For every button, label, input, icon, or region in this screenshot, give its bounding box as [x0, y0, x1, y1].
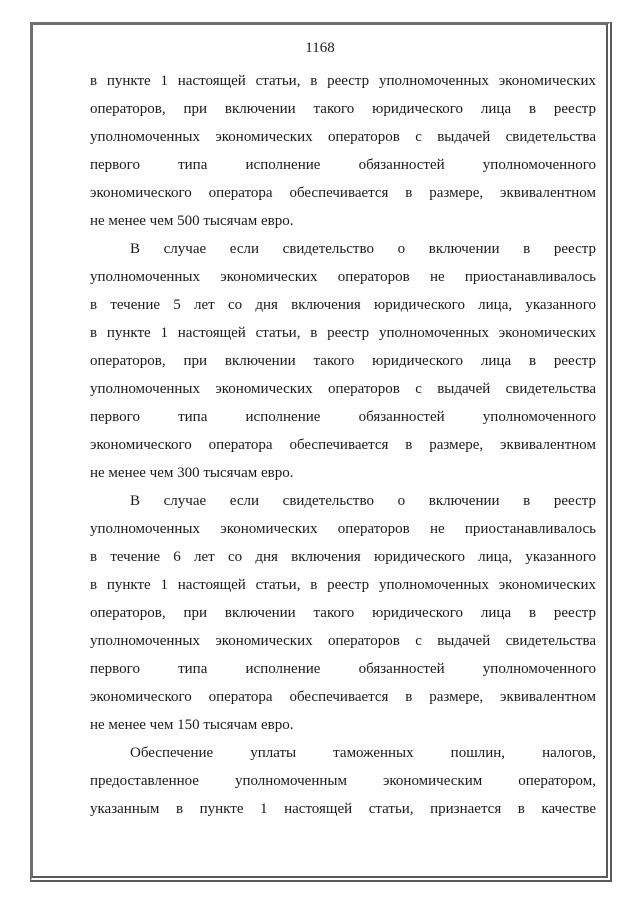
text-line: экономического оператора обеспечивается в размере, эквивалентном: [90, 185, 596, 201]
text-line: указанным в пункте 1 настоящей статьи, признается в качестве: [90, 801, 596, 817]
text-line: экономического оператора обеспечивается в размере, эквивалентном: [90, 689, 596, 705]
text-line: предоставленное уполномоченным экономическим оператором,: [90, 773, 596, 789]
text-line: в пункте 1 настоящей статьи, в реестр уполномоченных экономических: [90, 325, 596, 341]
text-line: экономического оператора обеспечивается в размере, эквивалентном: [90, 437, 596, 453]
page-number: 1168: [305, 40, 335, 56]
text-line: В случае если свидетельство о включении в реестр: [130, 493, 596, 509]
text-line: не менее чем 150 тысячам евро.: [90, 717, 294, 733]
text-line: операторов, при включении такого юридического лица в реестр: [90, 353, 596, 369]
paragraph: [90, 739, 596, 823]
text-line: уполномоченных экономических операторов с выдачей свидетельства: [90, 633, 596, 649]
text-line: первого типа исполнение обязанностей уполномоченного: [90, 409, 596, 425]
text-line: первого типа исполнение обязанностей уполномоченного: [90, 661, 596, 677]
text-line: уполномоченных экономических операторов не приостанавливалось: [90, 269, 596, 285]
text-line: в течение 5 лет со дня включения юридического лица, указанного: [90, 297, 596, 313]
text-line: уполномоченных экономических операторов не приостанавливалось: [90, 521, 596, 537]
text-line: Обеспечение уплаты таможенных пошлин, налогов,: [130, 745, 596, 761]
text-line: уполномоченных экономических операторов с выдачей свидетельства: [90, 129, 596, 145]
text-line: операторов, при включении такого юридического лица в реестр: [90, 605, 596, 621]
text-line: в течение 6 лет со дня включения юридического лица, указанного: [90, 549, 596, 565]
text-line: не менее чем 500 тысячам евро.: [90, 213, 294, 229]
text-line: операторов, при включении такого юридического лица в реестр: [90, 101, 596, 117]
paragraph: [90, 67, 596, 235]
text-line: уполномоченных экономических операторов с выдачей свидетельства: [90, 381, 596, 397]
text-line: первого типа исполнение обязанностей уполномоченного: [90, 157, 596, 173]
document-body: [90, 67, 596, 823]
text-line: В случае если свидетельство о включении в реестр: [130, 241, 596, 257]
paragraph: [90, 487, 596, 739]
paragraph: [90, 235, 596, 487]
text-line: в пункте 1 настоящей статьи, в реестр уполномоченных экономических: [90, 73, 596, 89]
text-line: в пункте 1 настоящей статьи, в реестр уполномоченных экономических: [90, 577, 596, 593]
text-line: не менее чем 300 тысячам евро.: [90, 465, 294, 481]
